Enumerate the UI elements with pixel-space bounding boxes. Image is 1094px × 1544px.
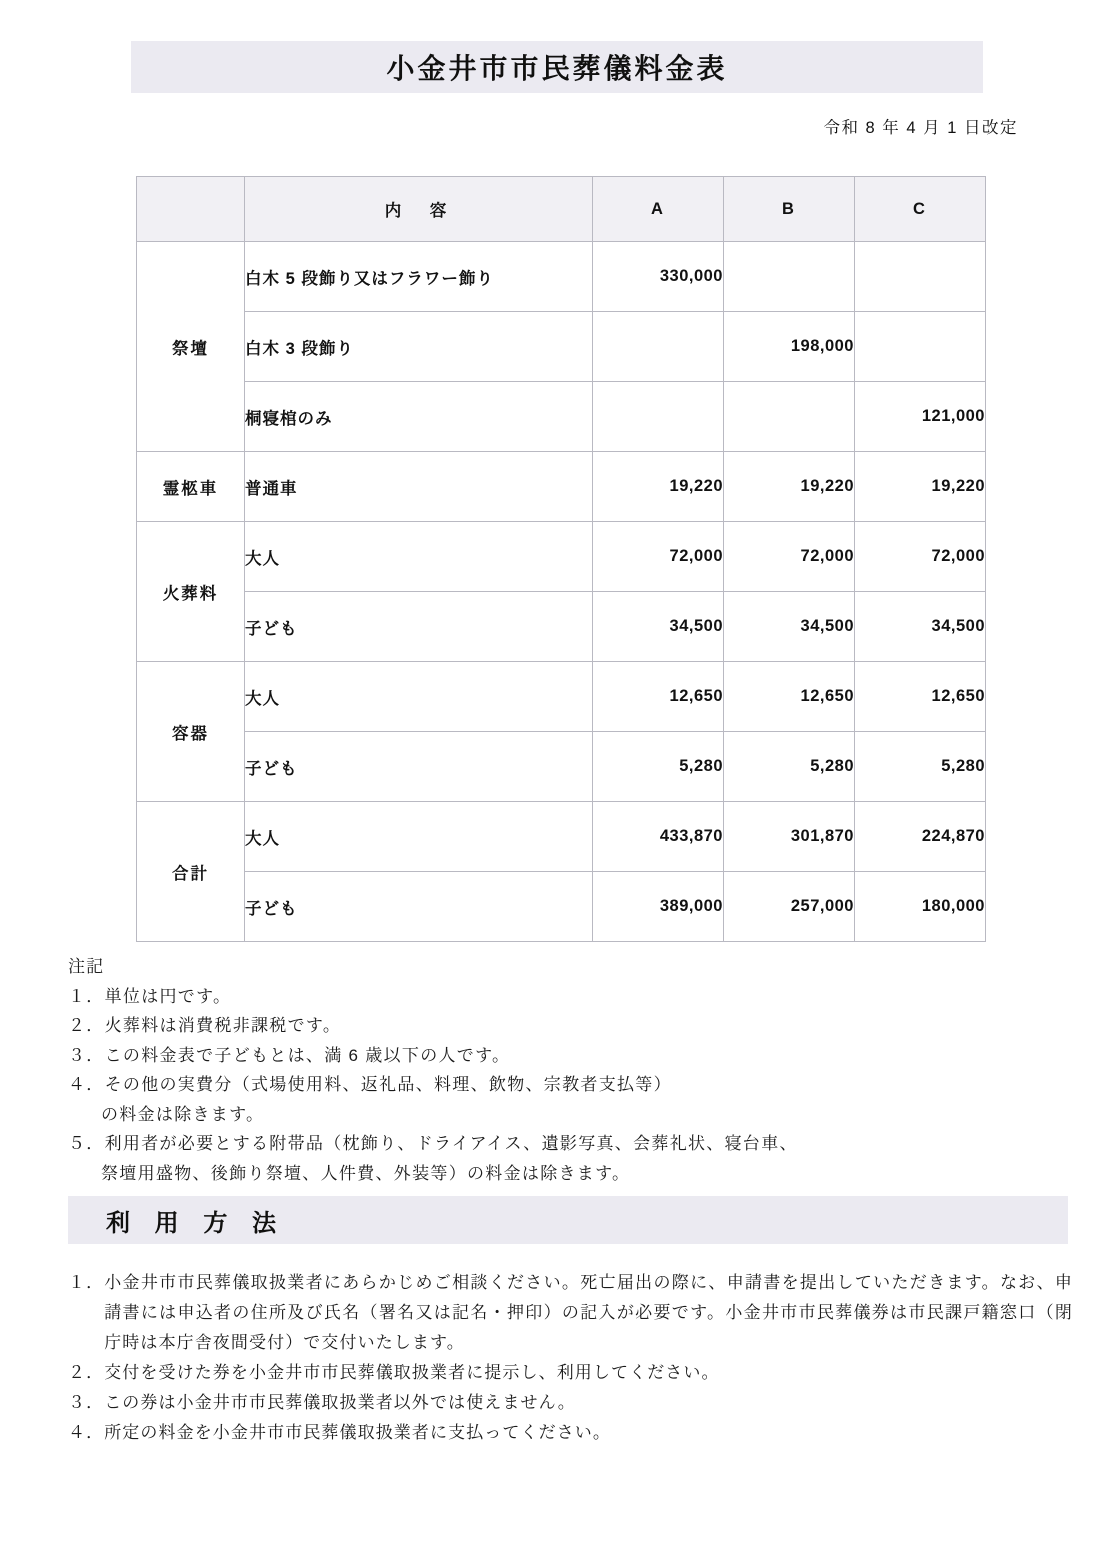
row-description: 大人 xyxy=(245,662,593,732)
note-number: ２． xyxy=(68,1016,105,1035)
cell-plan-a: 330,000 xyxy=(593,242,724,312)
notes-heading: 注記 xyxy=(68,957,105,976)
table-header-row xyxy=(137,177,986,242)
column-header-category xyxy=(137,177,245,242)
price-table-body xyxy=(137,242,986,942)
column-header-a: A xyxy=(593,177,724,242)
cell-plan-c xyxy=(855,242,986,312)
howto-item-number: ４． xyxy=(68,1423,105,1442)
row-category: 合計 xyxy=(137,802,245,942)
note-text: 火葬料は消費税非課税です。 xyxy=(104,1016,342,1035)
row-description: 普通車 xyxy=(245,452,593,522)
cell-plan-a: 72,000 xyxy=(593,522,724,592)
note-text-continued: の料金は除きます。 xyxy=(101,1104,265,1124)
note-number: ４． xyxy=(68,1075,105,1094)
howto-item-text: この券は小金井市市民葬儀取扱業者以外では使えません。 xyxy=(104,1393,576,1412)
cell-plan-a: 19,220 xyxy=(593,452,724,522)
cell-plan-b: 72,000 xyxy=(724,522,855,592)
cell-plan-c: 5,280 xyxy=(855,732,986,802)
note-item xyxy=(68,1041,1068,1071)
page-title: 小金井市市民葬儀料金表 xyxy=(386,53,728,84)
howto-item-text: 小金井市市民葬儀取扱業者にあらかじめご相談ください。死亡届出の際に、申請書を提出していただきます。なお、申請書には申込者の住所及び氏名（署名又は記名・押印）の記入が必要です。小金井市市民葬儀券は市民課戸籍窓口（閉庁時は本庁舎夜間受付）で交付いたします。 xyxy=(104,1273,1073,1352)
note-number: ３． xyxy=(68,1045,105,1065)
howto-item-text: 所定の料金を小金井市市民葬儀取扱業者に支払ってください。 xyxy=(104,1423,612,1442)
price-table xyxy=(136,176,986,942)
note-number: １． xyxy=(68,986,105,1006)
cell-plan-b: 5,280 xyxy=(724,732,855,802)
cell-plan-c xyxy=(855,312,986,382)
row-description: 子ども xyxy=(245,872,593,942)
row-category: 容器 xyxy=(137,662,245,802)
cell-plan-b: 12,650 xyxy=(724,662,855,732)
table-row xyxy=(137,242,986,312)
table-row xyxy=(137,382,986,452)
note-text-continued: 祭壇用盛物、後飾り祭壇、人件費、外装等）の料金は除きます。 xyxy=(101,1163,631,1183)
cell-plan-a xyxy=(593,382,724,452)
cell-plan-c: 224,870 xyxy=(855,802,986,872)
cell-plan-b xyxy=(724,382,855,452)
table-row xyxy=(137,312,986,382)
table-row xyxy=(137,872,986,942)
cell-plan-b: 19,220 xyxy=(724,452,855,522)
row-description: 大人 xyxy=(245,802,593,872)
cell-plan-a: 5,280 xyxy=(593,732,724,802)
cell-plan-c: 72,000 xyxy=(855,522,986,592)
table-row xyxy=(137,522,986,592)
cell-plan-b: 34,500 xyxy=(724,592,855,662)
table-row xyxy=(137,732,986,802)
row-category: 祭壇 xyxy=(137,242,245,452)
note-item xyxy=(68,1070,1068,1100)
howto-heading: 利 用 方 法 xyxy=(106,1209,286,1237)
row-category: 霊柩車 xyxy=(137,452,245,522)
howto-item xyxy=(68,1358,1073,1388)
table-row xyxy=(137,592,986,662)
row-description: 桐寝棺のみ xyxy=(245,382,593,452)
row-description: 白木 5 段飾り又はフラワー飾り xyxy=(245,242,593,312)
howto-item-text: 交付を受けた券を小金井市市民葬儀取扱業者に提示し、利用してください。 xyxy=(104,1363,720,1382)
cell-plan-c: 12,650 xyxy=(855,662,986,732)
howto-item-number: ３． xyxy=(68,1393,105,1412)
note-text: その他の実費分（式場使用料、返礼品、料理、飲物、宗教者支払等） xyxy=(104,1075,672,1094)
cell-plan-a: 433,870 xyxy=(593,802,724,872)
cell-plan-c: 180,000 xyxy=(855,872,986,942)
column-header-b: B xyxy=(724,177,855,242)
howto-item xyxy=(68,1388,1073,1418)
howto-banner xyxy=(68,1196,1068,1244)
note-number: ５． xyxy=(68,1134,105,1153)
row-description: 子ども xyxy=(245,732,593,802)
note-text: 単位は円です。 xyxy=(104,986,232,1006)
note-item xyxy=(68,1011,1068,1041)
cell-plan-b xyxy=(724,242,855,312)
table-row xyxy=(137,802,986,872)
note-text: 利用者が必要とする附帯品（枕飾り、ドライアイス、遺影写真、会葬礼状、寝台車、 xyxy=(104,1134,798,1153)
row-description: 白木 3 段飾り xyxy=(245,312,593,382)
cell-plan-c: 34,500 xyxy=(855,592,986,662)
cell-plan-a: 12,650 xyxy=(593,662,724,732)
row-description: 大人 xyxy=(245,522,593,592)
howto-list xyxy=(68,1268,1073,1448)
row-description: 子ども xyxy=(245,592,593,662)
note-item xyxy=(68,1129,1068,1159)
document-title-banner xyxy=(131,41,983,93)
revision-date: 令和 8 年 4 月 1 日改定 xyxy=(823,119,1018,137)
row-category: 火葬料 xyxy=(137,522,245,662)
howto-item xyxy=(68,1268,1073,1358)
cell-plan-b: 301,870 xyxy=(724,802,855,872)
table-row xyxy=(137,452,986,522)
cell-plan-a: 389,000 xyxy=(593,872,724,942)
cell-plan-a: 34,500 xyxy=(593,592,724,662)
column-header-description: 内 容 xyxy=(245,177,593,242)
column-header-c: C xyxy=(855,177,986,242)
price-table-head xyxy=(137,177,986,242)
note-text: この料金表で子どもとは、満 6 歳以下の人です。 xyxy=(104,1045,511,1065)
cell-plan-b: 257,000 xyxy=(724,872,855,942)
cell-plan-a xyxy=(593,312,724,382)
cell-plan-b: 198,000 xyxy=(724,312,855,382)
howto-item-number: ２． xyxy=(68,1363,105,1382)
notes-section xyxy=(68,952,1068,1188)
howto-item xyxy=(68,1418,1073,1448)
table-row xyxy=(137,662,986,732)
howto-item-number: １． xyxy=(68,1273,105,1292)
cell-plan-c: 19,220 xyxy=(855,452,986,522)
note-item xyxy=(68,982,1068,1012)
cell-plan-c: 121,000 xyxy=(855,382,986,452)
